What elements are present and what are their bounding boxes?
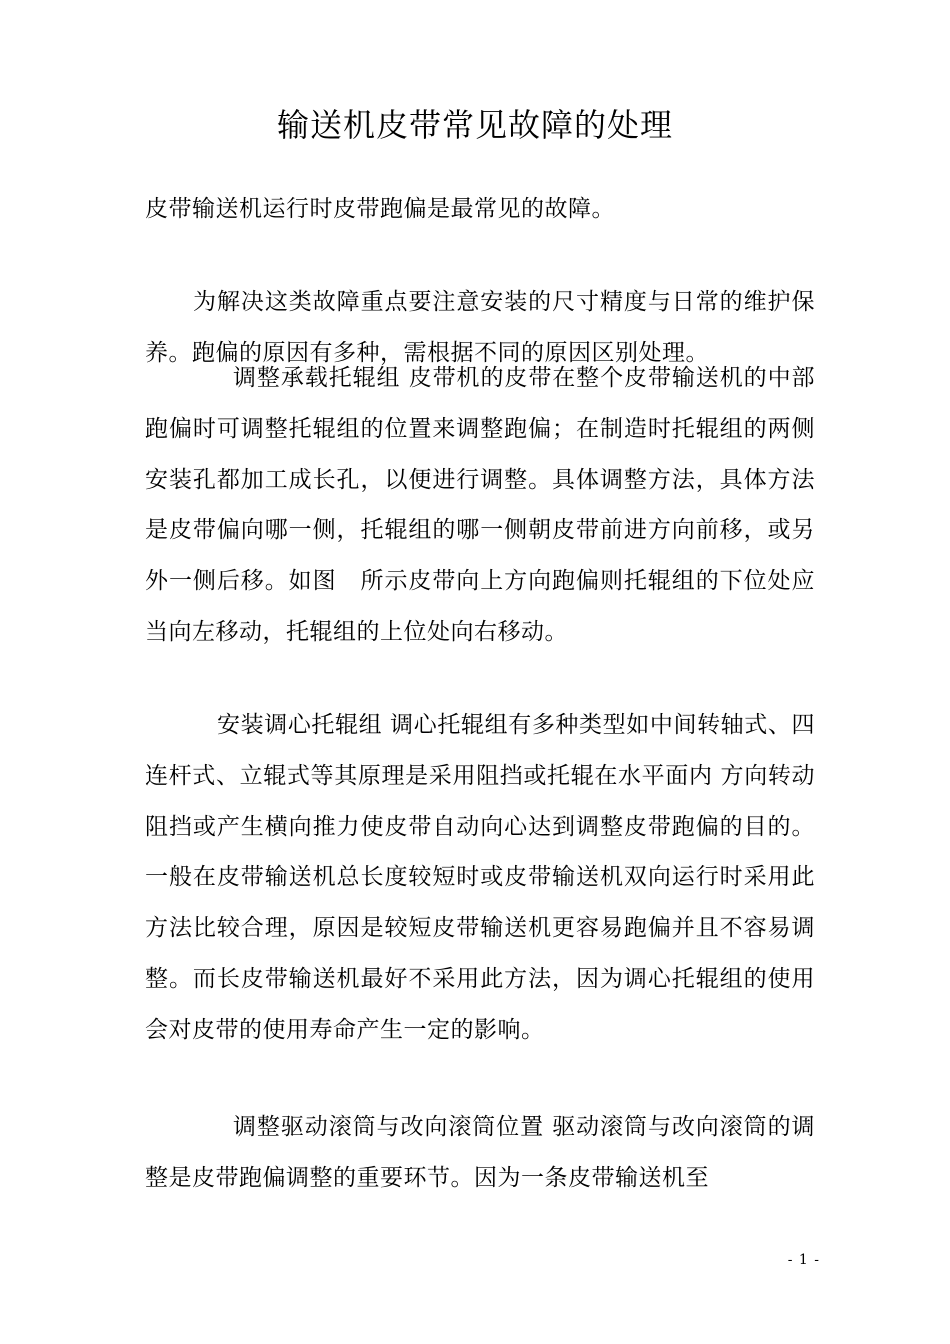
paragraph-adjust-idler-set: 调整承载托辊组 皮带机的皮带在整个皮带输送机的中部跑偏时可调整托辊组的位置来调整跑偏；在制造时托辊组的两侧安装孔都加工成长孔，以便进行调整。具体调整方法，具体方法是皮带偏向哪一侧，托辊组的哪一侧朝皮带前进方向前移，或另外一侧后移。如图 所示皮带向上方向跑偏则托辊组的下位处应当向左移动，托辊组的上位处向右移动。 — [145, 365, 815, 645]
document-title: 输送机皮带常见故障的处理 — [276, 106, 673, 144]
paragraph-intro: 皮带输送机运行时皮带跑偏是最常见的故障。 — [145, 196, 615, 222]
page-number: - 1 - — [787, 1252, 820, 1268]
paragraph-drum-position: 调整驱动滚筒与改向滚筒位置 驱动滚筒与改向滚筒的调整是皮带跑偏调整的重要环节。因为一条皮带输送机至 — [145, 1114, 815, 1191]
paragraph-overview: 为解决这类故障重点要注意安装的尺寸精度与日常的维护保养。跑偏的原因有多种，需根据不同的原因区别处理。 — [145, 289, 815, 366]
paragraph-self-aligning-idler: 安装调心托辊组 调心托辊组有多种类型如中间转轴式、四连杆式、立辊式等其原理是采用阻挡或托辊在水平面内 方向转动阻挡或产生横向推力使皮带自动向心达到调整皮带跑偏的目的。一般在皮带输送机总长度较短时或皮带输送机双向运行时采用此方法比较合理，原因是较短皮带输送机更容易跑偏并且不容易调整。而长皮带输送机最好不采用此方法，因为调心托辊组的使用会对皮带的使用寿命产生一定的影响。 — [145, 712, 815, 1043]
